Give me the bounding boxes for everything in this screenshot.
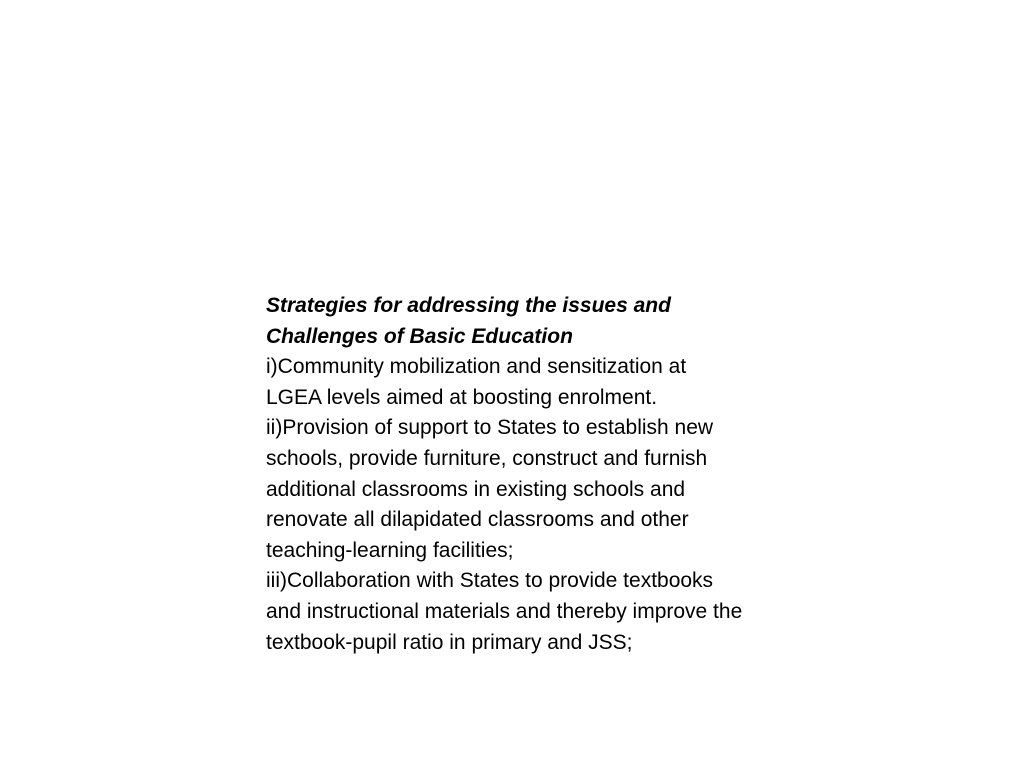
strategy-item-3: iii)Collaboration with States to provide textbooks and instructional materials and thereby improve the textbook-pupil ratio in primary and JSS;	[266, 569, 743, 654]
strategy-item-2: ii)Provision of support to States to establish new schools, provide furniture, construct and furnish additional classrooms in existing schools and renovate all dilapidated classrooms and other teaching-learning facilities;	[266, 416, 714, 562]
strategy-item-1: i)Community mobilization and sensitization at LGEA levels aimed at boosting enrolment.	[266, 355, 687, 409]
slide-text-box	[266, 291, 766, 658]
slide-heading: Strategies for addressing the issues and Challenges of Basic Education	[266, 294, 671, 348]
